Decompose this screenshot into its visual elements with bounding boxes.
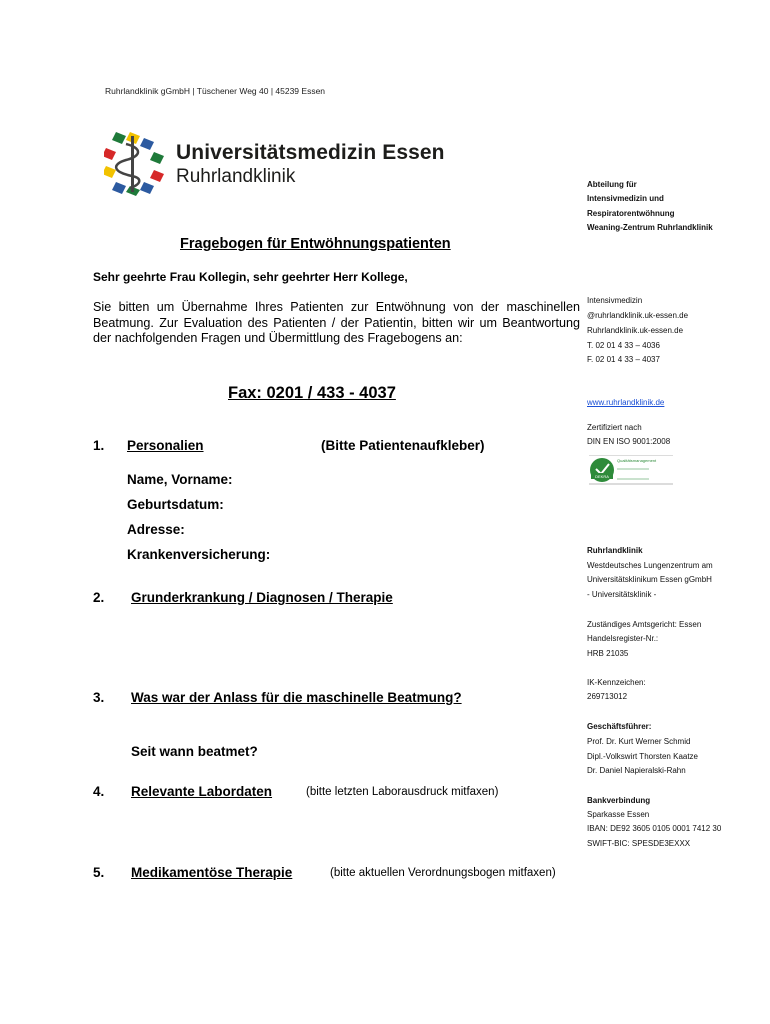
contact-line: Ruhrlandklinik.uk-essen.de — [587, 326, 684, 335]
logo-emblem-icon — [104, 132, 164, 196]
ik-number: 269713012 — [587, 692, 628, 701]
section-number: 4. — [93, 784, 105, 799]
ceo-name: Prof. Dr. Kurt Werner Schmid — [587, 737, 691, 746]
department-line: Intensivmedizin und — [587, 194, 664, 203]
field-label-birthdate: Geburtsdatum: — [127, 497, 224, 512]
department-line: Weaning-Zentrum Ruhrlandklinik — [587, 223, 713, 232]
section-title-lab-data: Relevante Labordaten — [131, 784, 273, 799]
field-label-name: Name, Vorname: — [127, 472, 233, 487]
section-title-diagnosis: Grunderkrankung / Diagnosen / Therapie — [131, 590, 393, 605]
contact-email[interactable]: @ruhrlandklinik.uk-essen.de — [587, 311, 689, 320]
company-line: Westdeutsches Lungenzentrum am — [587, 561, 713, 570]
register-number: HRB 21035 — [587, 649, 629, 658]
ceo-label: Geschäftsführer: — [587, 722, 652, 731]
intro-paragraph: Sie bitten um Übernahme Ihres Patienten zur Entwöhnung von der maschinellen Beatmung. Zur Evaluation des Patienten / der Patientin, bitten wir um Beantwortung der nachfolgenden Fragen und Übermittlung des Fragebogens an: — [93, 300, 580, 345]
fax-number: Fax: 0201 / 433 - 4037 — [228, 384, 396, 402]
sender-address-line: Ruhrlandklinik gGmbH | Tüschener Weg 40 | 45239 Essen — [105, 86, 326, 96]
bank-name: Sparkasse Essen — [587, 810, 650, 819]
section-number: 1. — [93, 438, 105, 453]
section-note: (bitte letzten Laborausdruck mitfaxen) — [306, 786, 499, 798]
ik-label: IK-Kennzeichen: — [587, 678, 646, 687]
department-line: Abteilung für — [587, 180, 637, 189]
website-link[interactable]: www.ruhrlandklinik.de — [587, 398, 665, 407]
bank-label: Bankverbindung — [587, 796, 651, 805]
field-label-insurance: Krankenversicherung: — [127, 547, 271, 562]
cert-line: DIN EN ISO 9001:2008 — [587, 437, 671, 446]
salutation: Sehr geehrte Frau Kollegin, sehr geehrter Herr Kollege, — [93, 270, 408, 284]
company-line: Universitätsklinikum Essen gGmbH — [587, 575, 712, 584]
section-number: 2. — [93, 590, 105, 605]
court-line: Zuständiges Amtsgericht: Essen — [587, 620, 702, 629]
register-label: Handelsregister-Nr.: — [587, 634, 659, 643]
bank-swift: SWIFT-BIC: SPESDE3EXXX — [587, 839, 691, 848]
section-title-ventilation-reason: Was war der Anlass für die maschinelle Beatmung? — [131, 690, 462, 705]
section-title-medication: Medikamentöse Therapie — [131, 865, 293, 880]
field-label-ventilated-since: Seit wann beatmet? — [131, 744, 258, 759]
section-note: (bitte aktuellen Verordnungsbogen mitfaxen) — [330, 867, 556, 879]
cert-line: Zertifiziert nach — [587, 423, 642, 432]
section-note: (Bitte Patientenaufkleber) — [321, 438, 485, 453]
company-name: Ruhrlandklinik — [587, 546, 643, 555]
dekra-certificate-logo — [589, 455, 673, 485]
form-title: Fragebogen für Entwöhnungspatienten — [180, 236, 451, 252]
section-title-personalien: Personalien — [127, 438, 204, 453]
contact-phone: T. 02 01 4 33 – 4036 — [587, 341, 660, 350]
contact-line: Intensivmedizin — [587, 296, 643, 305]
logo-title: Universitätsmedizin Essen — [176, 141, 445, 164]
ceo-name: Dipl.-Volkswirt Thorsten Kaatze — [587, 752, 699, 761]
cert-logo-text: DEKRA — [595, 474, 609, 479]
company-line: - Universitätsklinik - — [587, 590, 657, 599]
field-label-address: Adresse: — [127, 522, 185, 537]
department-line: Respiratorentwöhnung — [587, 209, 675, 218]
section-number: 3. — [93, 690, 105, 705]
bank-iban: IBAN: DE92 3605 0105 0001 7412 30 — [587, 824, 722, 833]
ceo-name: Dr. Daniel Napieralski-Rahn — [587, 766, 686, 775]
cert-badge-text: Qualitätsmanagement — [617, 458, 657, 463]
contact-fax: F. 02 01 4 33 – 4037 — [587, 355, 660, 364]
section-number: 5. — [93, 865, 105, 880]
logo-subtitle: Ruhrlandklinik — [176, 166, 296, 187]
